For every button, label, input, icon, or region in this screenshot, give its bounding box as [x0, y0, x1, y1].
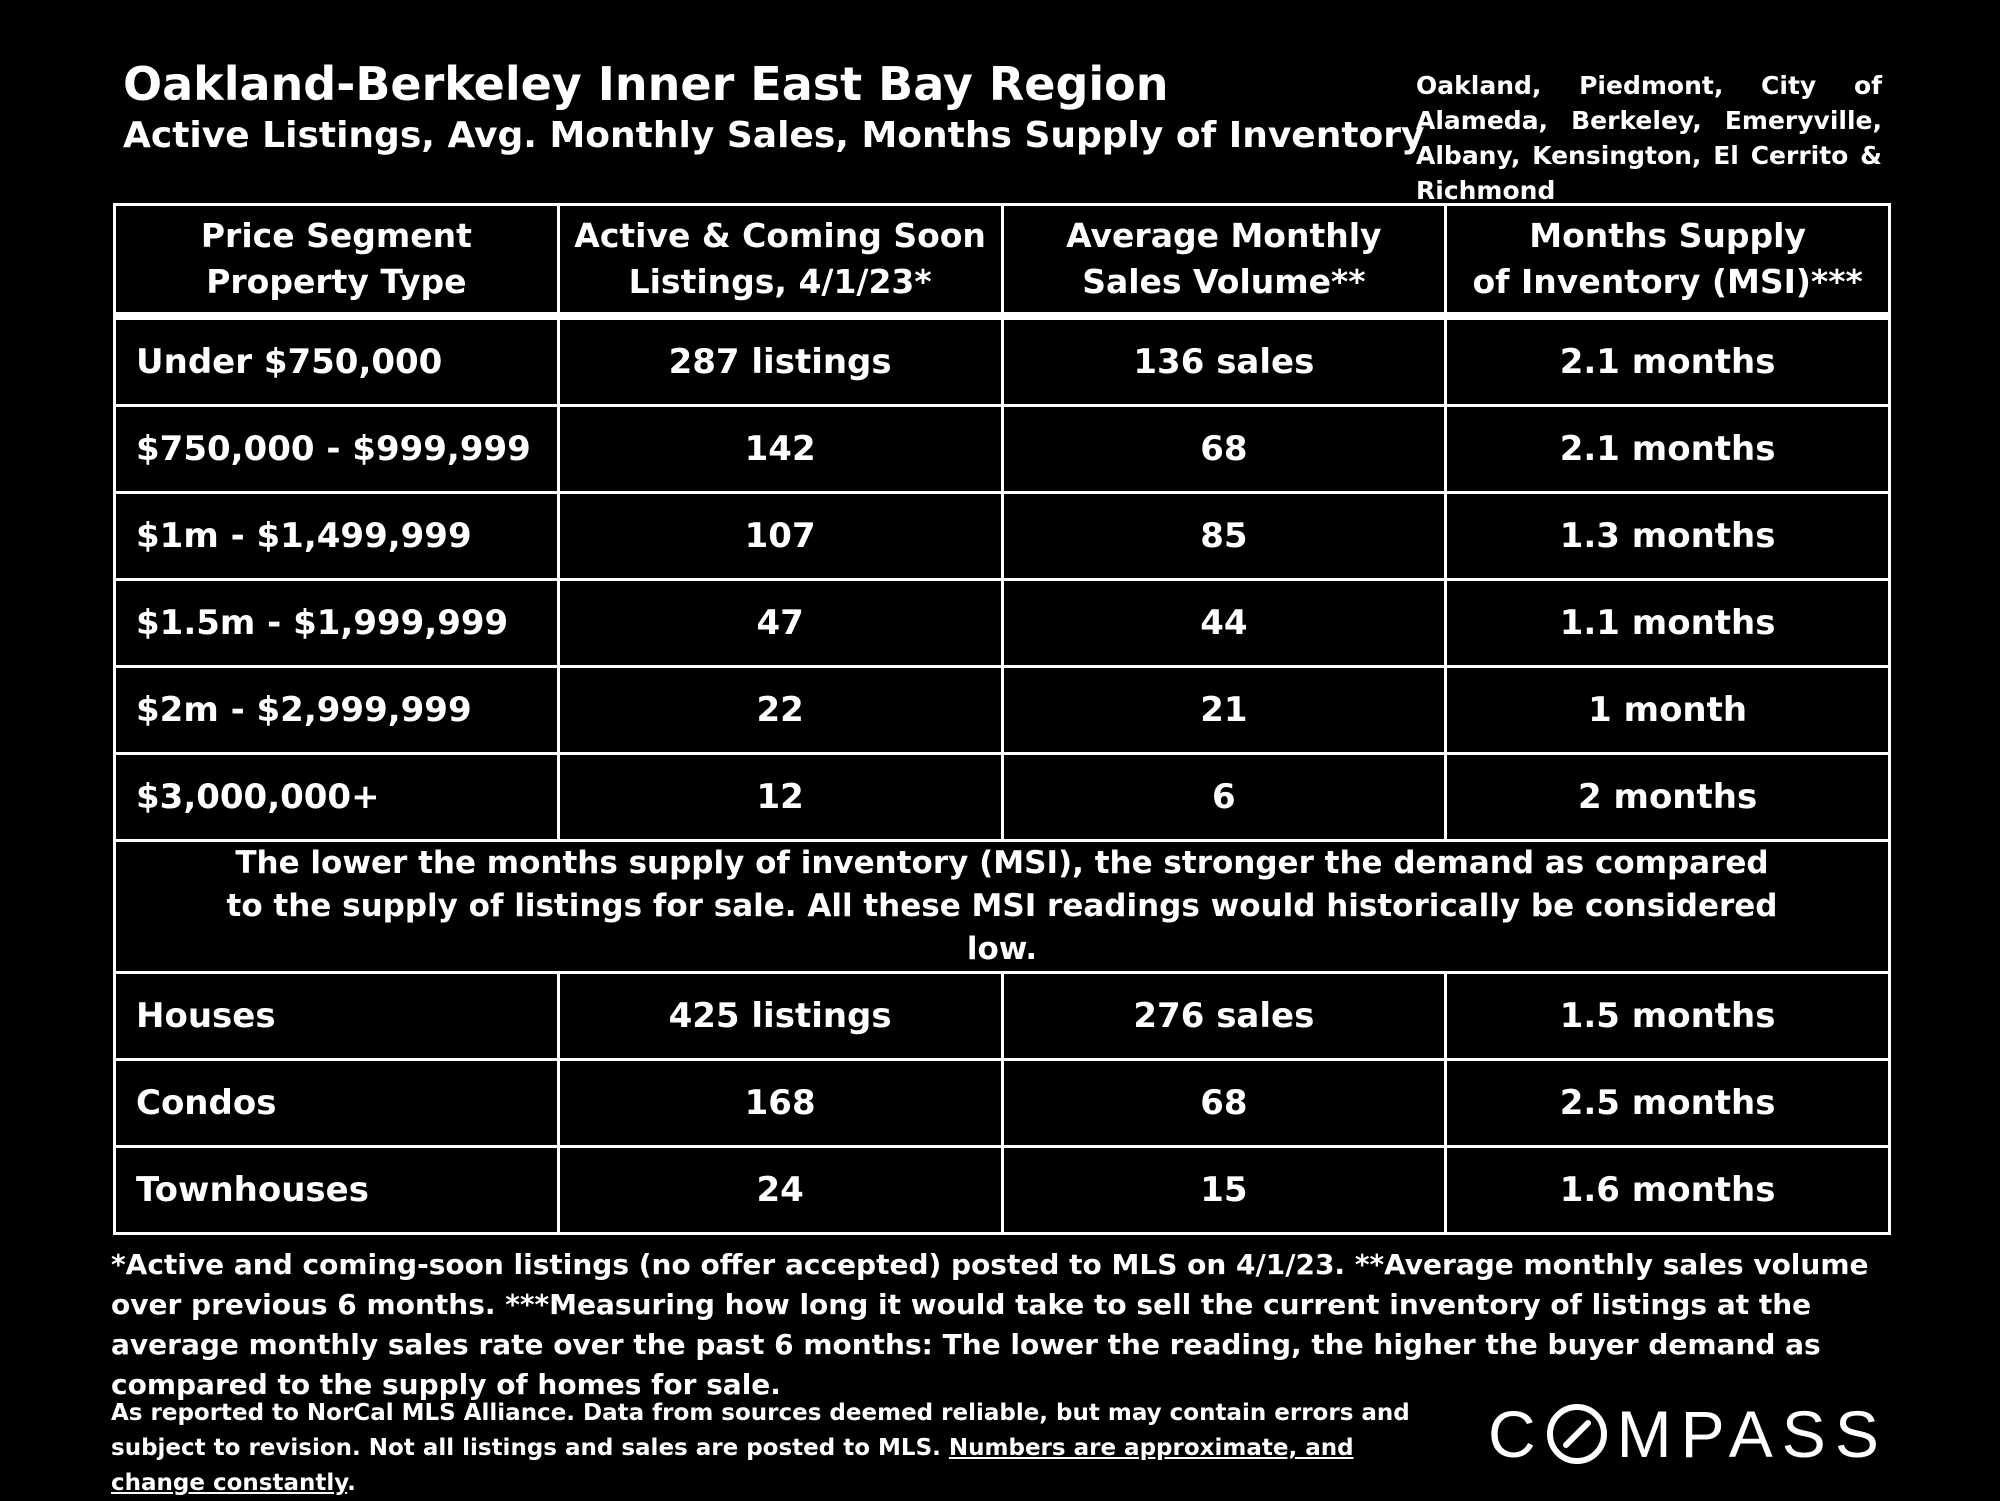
- listings-cell: 12: [558, 754, 1002, 841]
- sales-cell: 276 sales: [1002, 973, 1446, 1060]
- source-note: [111, 1396, 1451, 1501]
- source-text: As reported to NorCal MLS Alliance. Data from sources deemed reliable, but may contain errors and subject to revision. Not all listings and sales are posted to MLS.: [111, 1400, 1410, 1461]
- column-header-line: Sales Volume**: [1082, 262, 1366, 301]
- table-row: [115, 493, 1890, 580]
- msi-cell: 1.6 months: [1446, 1147, 1890, 1234]
- column-header-line: Property Type: [206, 262, 467, 301]
- source-text-end: .: [347, 1470, 356, 1496]
- msi-cell: 1.5 months: [1446, 973, 1890, 1060]
- column-header-listings: [558, 205, 1002, 317]
- sales-cell: 136 sales: [1002, 316, 1446, 406]
- listings-cell: 168: [558, 1060, 1002, 1147]
- listings-cell: 24: [558, 1147, 1002, 1234]
- msi-cell: 1.3 months: [1446, 493, 1890, 580]
- column-header-line: Months Supply: [1529, 216, 1806, 255]
- table-row: [115, 406, 1890, 493]
- column-header-line: Active & Coming Soon: [574, 216, 986, 255]
- table-row: [115, 973, 1890, 1060]
- column-header-sales: [1002, 205, 1446, 317]
- table-row: [115, 316, 1890, 406]
- column-header-line: Price Segment: [200, 216, 472, 255]
- sales-cell: 21: [1002, 667, 1446, 754]
- segment-cell: $2m - $2,999,999: [115, 667, 559, 754]
- column-header-line: of Inventory (MSI)***: [1472, 262, 1863, 301]
- inventory-table: [113, 203, 1891, 1235]
- sales-cell: 68: [1002, 406, 1446, 493]
- segment-cell: $3,000,000+: [115, 754, 559, 841]
- compass-o-icon: [1546, 1403, 1608, 1465]
- msi-cell: 1.1 months: [1446, 580, 1890, 667]
- column-header-line: Listings, 4/1/23*: [628, 262, 932, 301]
- column-header-segment: [115, 205, 559, 317]
- sales-cell: 15: [1002, 1147, 1446, 1234]
- segment-cell: Under $750,000: [115, 316, 559, 406]
- sales-cell: 85: [1002, 493, 1446, 580]
- listings-cell: 47: [558, 580, 1002, 667]
- table-row: [115, 1060, 1890, 1147]
- msi-cell: 1 month: [1446, 667, 1890, 754]
- column-header-line: Average Monthly: [1066, 216, 1382, 255]
- segment-cell: Houses: [115, 973, 559, 1060]
- region-note: Oakland, Piedmont, City of Alameda, Berkeley, Emeryville, Albany, Kensington, El Cerrito & Richmond: [1416, 71, 1882, 205]
- column-header-msi: [1446, 205, 1890, 317]
- msi-cell: 2.1 months: [1446, 406, 1890, 493]
- listings-cell: 425 listings: [558, 973, 1002, 1060]
- table-header-row: [115, 205, 1890, 317]
- listings-cell: 107: [558, 493, 1002, 580]
- chart-title: Oakland-Berkeley Inner East Bay Region: [123, 57, 1169, 111]
- listings-cell: 22: [558, 667, 1002, 754]
- table-note-row: [115, 841, 1890, 973]
- segment-cell: $1m - $1,499,999: [115, 493, 559, 580]
- msi-cell: 2.5 months: [1446, 1060, 1890, 1147]
- compass-logo: [1488, 1397, 1888, 1471]
- logo-letter-c: C: [1488, 1397, 1545, 1471]
- sales-cell: 68: [1002, 1060, 1446, 1147]
- segment-cell: Townhouses: [115, 1147, 559, 1234]
- chart-subtitle: Active Listings, Avg. Monthly Sales, Months Supply of Inventory: [123, 115, 1425, 156]
- footnote: *Active and coming-soon listings (no offer accepted) posted to MLS on 4/1/23. **Average monthly sales volume over previous 6 months. ***Measuring how long it would take to sell the current inventory of listings at the average monthly sales rate over the past 6 months: The lower the reading, the higher the buyer demand as compared to the supply of homes for sale.: [111, 1248, 1869, 1401]
- msi-note: The lower the months supply of inventory (MSI), the stronger the demand as compared to the supply of listings for sale. All these MSI readings would historically be considered low.: [115, 841, 1890, 973]
- logo-letters-mpass: MPASS: [1616, 1397, 1888, 1471]
- msi-cell: 2.1 months: [1446, 316, 1890, 406]
- msi-cell: 2 months: [1446, 754, 1890, 841]
- source-disclaimer-underlined: Numbers are approximate, and change constantly: [111, 1435, 1354, 1496]
- sales-cell: 6: [1002, 754, 1446, 841]
- sales-cell: 44: [1002, 580, 1446, 667]
- segment-cell: $750,000 - $999,999: [115, 406, 559, 493]
- listings-cell: 287 listings: [558, 316, 1002, 406]
- table-row: [115, 667, 1890, 754]
- table-row: [115, 754, 1890, 841]
- listings-cell: 142: [558, 406, 1002, 493]
- segment-cell: Condos: [115, 1060, 559, 1147]
- table-row: [115, 1147, 1890, 1234]
- table-row: [115, 580, 1890, 667]
- segment-cell: $1.5m - $1,999,999: [115, 580, 559, 667]
